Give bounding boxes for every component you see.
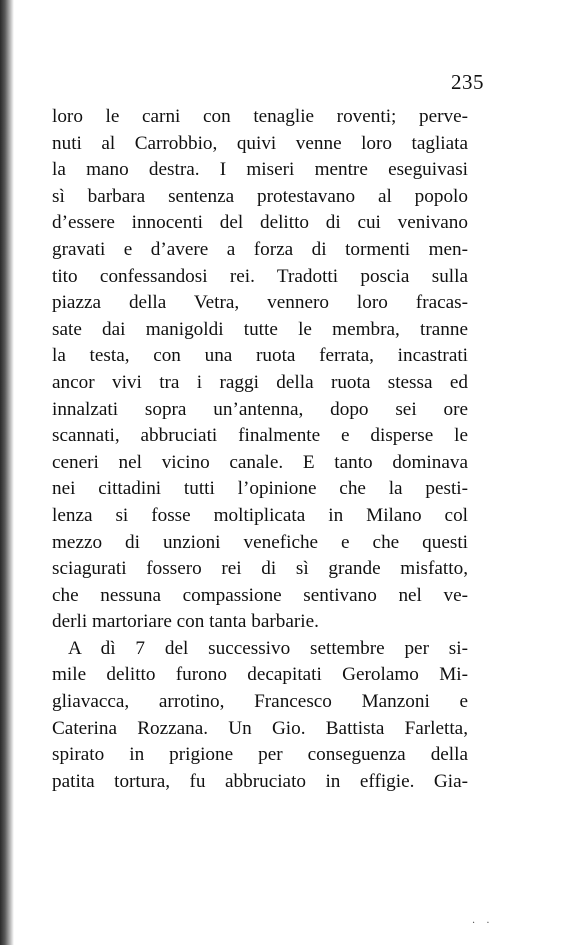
text-line: spirato in prigione per conseguenza della — [52, 744, 468, 766]
text-line: che nessuna compassione sentivano nel ve- — [52, 584, 468, 606]
text-line: loro le carni con tenaglie roventi; perve- — [52, 106, 468, 127]
text-line: nuti al Carrobbio, quivi venne loro tagliata — [52, 132, 468, 154]
text-line: innalzati sopra un’antenna, dopo sei ore — [52, 398, 468, 420]
text-line: mezzo di unzioni venefiche e che questi — [52, 531, 468, 553]
text-line: d’essere innocenti del delitto di cui venivano — [52, 212, 468, 234]
page-number: 235 — [451, 70, 484, 94]
paragraph-first-line: A dì 7 del successivo settembre per si- — [68, 637, 468, 659]
page-gutter-shadow — [0, 0, 14, 945]
text-line: nei cittadini tutti l’opinione che la pesti- — [52, 478, 468, 500]
body-text — [52, 104, 468, 795]
text-line: scannati, abbruciati finalmente e disperse le — [52, 425, 468, 447]
text-line: sì barbara sentenza protestavano al popolo — [52, 185, 468, 207]
text-line: tito confessandosi rei. Tradotti poscia sulla — [52, 265, 468, 287]
text-line: piazza della Vetra, vennero loro fracas- — [52, 292, 468, 314]
text-line: la testa, con una ruota ferrata, incastrati — [52, 345, 468, 367]
text-line: lenza si fosse moltiplicata in Milano col — [52, 504, 468, 526]
text-line: Caterina Rozzana. Un Gio. Battista Farletta, — [52, 717, 468, 739]
text-line: gravati e d’avere a forza di tormenti men- — [52, 238, 468, 260]
text-line: sciagurati fossero rei di sì grande misfatto, — [52, 558, 468, 580]
text-line: patita tortura, fu abbruciato in effigie. Gia- — [52, 770, 468, 792]
text-line: mile delitto furono decapitati Gerolamo Mi- — [52, 664, 468, 686]
scan-speckles: · · — [472, 918, 494, 929]
text-line: sate dai manigoldi tutte le membra, tranne — [52, 318, 468, 340]
paragraph-last-line: derli martoriare con tanta barbarie. — [52, 611, 319, 633]
text-line: gliavacca, arrotino, Francesco Manzoni e — [52, 691, 468, 713]
text-line: la mano destra. I miseri mentre eseguivasi — [52, 159, 468, 181]
text-line: ancor vivi tra i raggi della ruota stessa ed — [52, 371, 468, 393]
text-line: ceneri nel vicino canale. E tanto dominava — [52, 451, 468, 473]
